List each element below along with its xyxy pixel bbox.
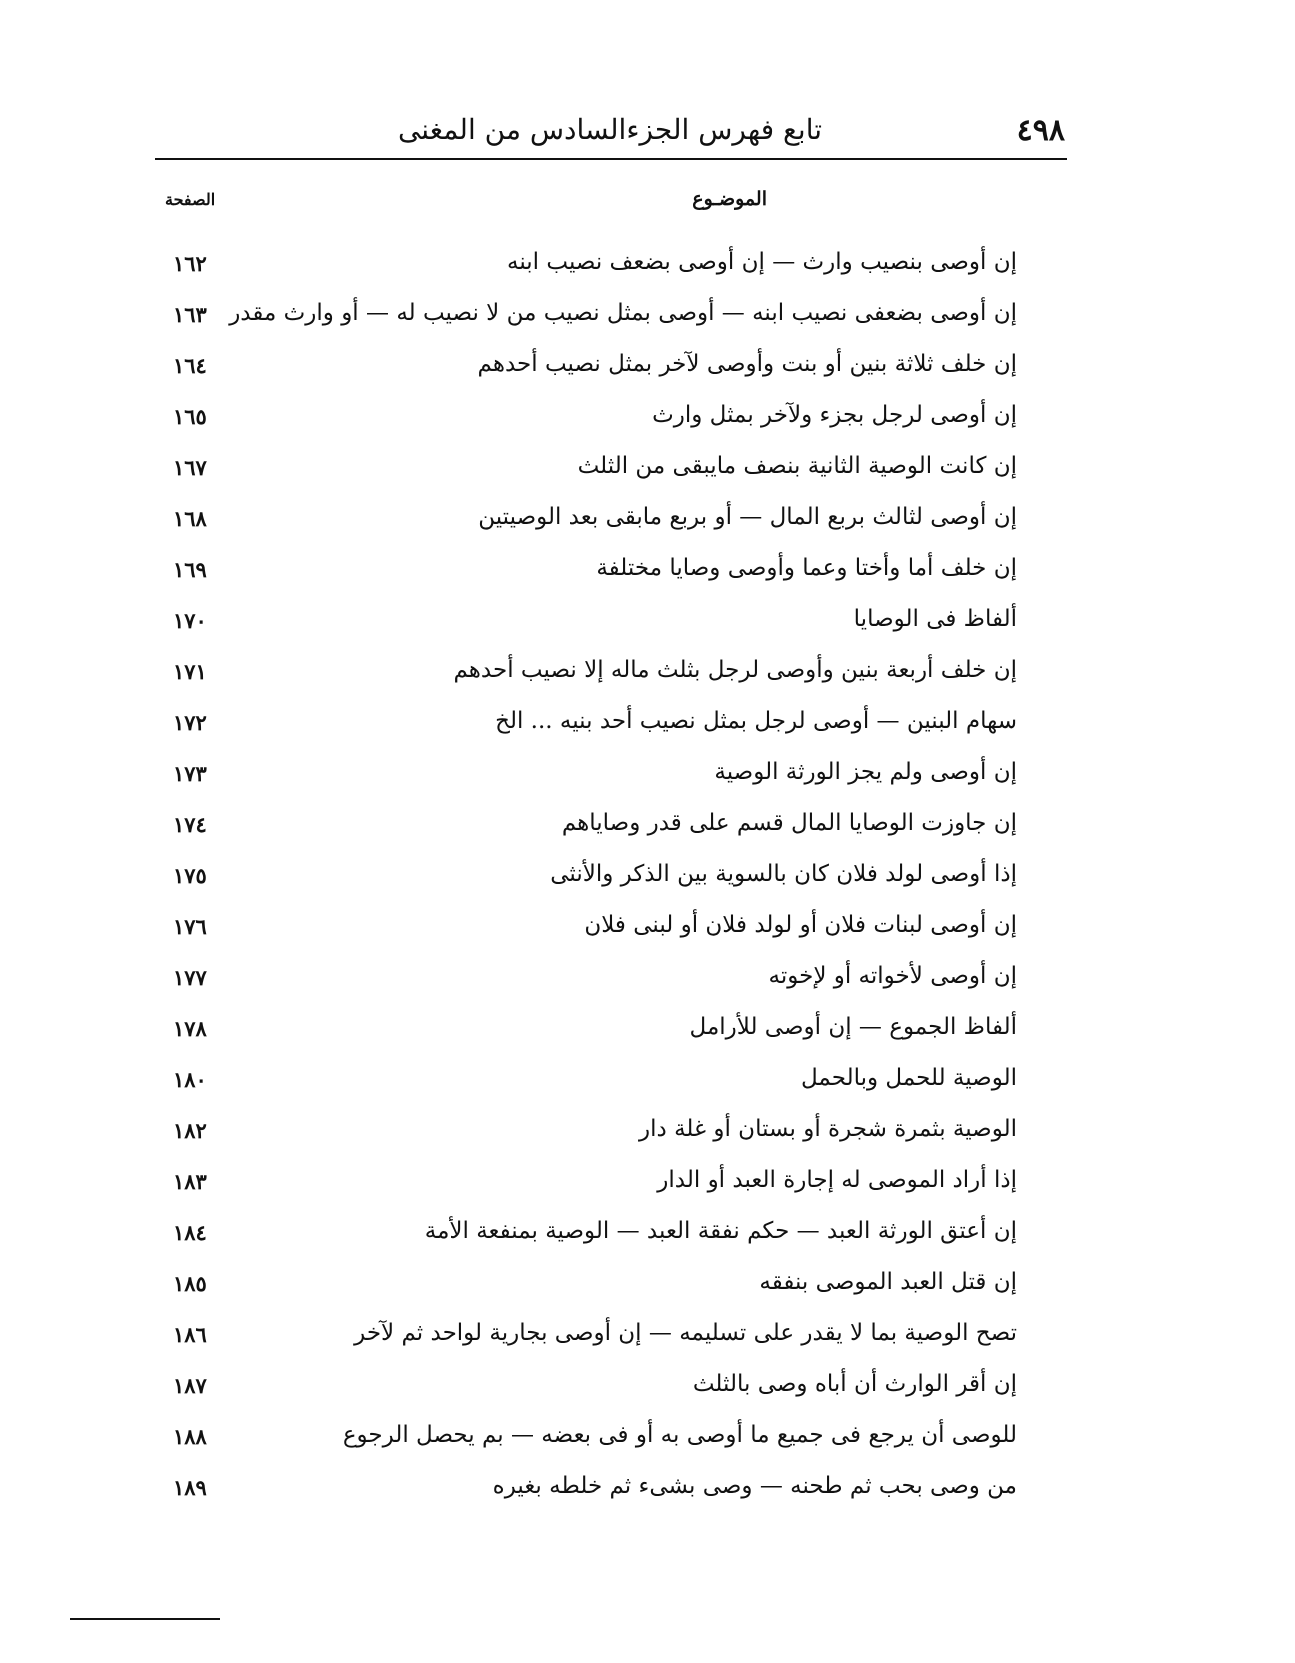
entry-page-number: ١٧٦ bbox=[173, 914, 207, 939]
entry-topic: إن خلف أما وأختا وعما وأوصى وصايا مختلفة bbox=[596, 555, 1017, 581]
index-entry bbox=[155, 1263, 1067, 1314]
header-divider bbox=[155, 158, 1067, 160]
entry-topic: ألفاظ فى الوصايا bbox=[853, 606, 1017, 632]
index-entry bbox=[155, 1110, 1067, 1161]
running-title: تابع فهرس الجزءالسادس من المغنى bbox=[397, 113, 823, 146]
entry-topic: إن خلف أربعة بنين وأوصى لرجل بثلث ماله إلا نصيب أحدهم bbox=[453, 657, 1017, 683]
entry-page-number: ١٨٧ bbox=[173, 1373, 207, 1398]
entry-page-number: ١٨٥ bbox=[173, 1271, 207, 1296]
entry-topic: إن أوصى ولم يجز الورثة الوصية bbox=[714, 759, 1017, 785]
entry-topic: إن أوصى لثالث بربع المال — أو بربع مابقى بعد الوصيتين bbox=[478, 504, 1017, 530]
entry-page-number: ١٨٦ bbox=[173, 1322, 207, 1347]
entry-page-number: ١٦٧ bbox=[173, 455, 207, 480]
entry-topic: إن كانت الوصية الثانية بنصف مايبقى من الثلث bbox=[577, 453, 1017, 479]
entry-topic: من وصى بحب ثم طحنه — وصى بشىء ثم خلطه بغيره bbox=[492, 1473, 1017, 1499]
index-entry bbox=[155, 1314, 1067, 1365]
index-entry bbox=[155, 702, 1067, 753]
entry-topic: سهام البنين — أوصى لرجل بمثل نصيب أحد بنيه ... الخ bbox=[495, 708, 1017, 734]
entry-topic: الوصية للحمل وبالحمل bbox=[801, 1065, 1017, 1091]
entry-topic: ألفاظ الجموع — إن أوصى للأرامل bbox=[689, 1014, 1017, 1040]
index-entry bbox=[155, 804, 1067, 855]
index-entry bbox=[155, 447, 1067, 498]
index-entry bbox=[155, 549, 1067, 600]
entry-page-number: ١٨٤ bbox=[173, 1220, 207, 1245]
index-entry bbox=[155, 1467, 1067, 1518]
index-entry bbox=[155, 1212, 1067, 1263]
entry-topic: إن أوصى لبنات فلان أو لولد فلان أو لبنى فلان bbox=[584, 912, 1017, 938]
running-head bbox=[155, 105, 1065, 155]
index-entry bbox=[155, 243, 1067, 294]
entry-topic: إن أعتق الورثة العبد — حكم نفقة العبد — الوصية بمنفعة الأمة bbox=[424, 1218, 1017, 1244]
entry-topic: إذا أوصى لولد فلان كان بالسوية بين الذكر والأنثى bbox=[550, 861, 1017, 887]
entry-page-number: ١٧١ bbox=[173, 659, 207, 684]
index-entry bbox=[155, 1365, 1067, 1416]
index-entry bbox=[155, 396, 1067, 447]
index-entries bbox=[155, 243, 1067, 1518]
index-entry bbox=[155, 345, 1067, 396]
entry-topic: للوصى أن يرجع فى جميع ما أوصى به أو فى بعضه — بم يحصل الرجوع bbox=[342, 1422, 1017, 1448]
entry-page-number: ١٦٣ bbox=[173, 302, 207, 327]
entry-topic: إن أقر الوارث أن أباه وصى بالثلث bbox=[692, 1371, 1017, 1397]
entry-page-number: ١٨٠ bbox=[173, 1067, 207, 1092]
index-entry bbox=[155, 1059, 1067, 1110]
index-entry bbox=[155, 600, 1067, 651]
entry-topic: إن خلف ثلاثة بنين أو بنت وأوصى لآخر بمثل نصيب أحدهم bbox=[477, 351, 1017, 377]
entry-page-number: ١٨٨ bbox=[173, 1424, 207, 1449]
index-entry bbox=[155, 906, 1067, 957]
topic-column-header: الموضـوع bbox=[692, 188, 767, 210]
footnote-divider bbox=[70, 1618, 220, 1620]
index-entry bbox=[155, 651, 1067, 702]
entry-topic: إن أوصى بنصيب وارث — إن أوصى بضعف نصيب ابنه bbox=[506, 249, 1017, 275]
entry-topic: إن أوصى بضعفى نصيب ابنه — أوصى بمثل نصيب من لا نصيب له — أو وارث مقدر bbox=[229, 300, 1017, 326]
index-entry bbox=[155, 1161, 1067, 1212]
entry-page-number: ١٦٨ bbox=[173, 506, 207, 531]
entry-page-number: ١٨٩ bbox=[173, 1475, 207, 1500]
index-entry bbox=[155, 294, 1067, 345]
entry-page-number: ١٦٤ bbox=[173, 353, 207, 378]
entry-page-number: ١٧٧ bbox=[173, 965, 207, 990]
entry-page-number: ١٧٨ bbox=[173, 1016, 207, 1041]
entry-page-number: ١٧٠ bbox=[173, 608, 207, 633]
entry-page-number: ١٧٣ bbox=[173, 761, 207, 786]
entry-page-number: ١٨٢ bbox=[173, 1118, 207, 1143]
entry-page-number: ١٦٥ bbox=[173, 404, 207, 429]
page-column-header: الصفحة bbox=[165, 190, 216, 209]
entry-page-number: ١٧٢ bbox=[173, 710, 207, 735]
entry-page-number: ١٧٤ bbox=[173, 812, 207, 837]
entry-topic: إن جاوزت الوصايا المال قسم على قدر وصاياهم bbox=[561, 810, 1017, 836]
column-headers bbox=[155, 188, 1067, 218]
index-entry bbox=[155, 957, 1067, 1008]
index-entry bbox=[155, 1008, 1067, 1059]
entry-topic: الوصية بثمرة شجرة أو بستان أو غلة دار bbox=[639, 1116, 1017, 1142]
entry-topic: تصح الوصية بما لا يقدر على تسليمه — إن أوصى بجارية لواحد ثم لآخر bbox=[354, 1320, 1017, 1346]
page-number: ٤٩٨ bbox=[1016, 113, 1065, 148]
index-entry bbox=[155, 1416, 1067, 1467]
index-entry bbox=[155, 498, 1067, 549]
entry-topic: إن أوصى لأخواته أو لإخوته bbox=[768, 963, 1017, 989]
entry-topic: إن أوصى لرجل بجزء ولآخر بمثل وارث bbox=[652, 402, 1017, 428]
entry-topic: إذا أراد الموصى له إجارة العبد أو الدار bbox=[657, 1167, 1017, 1193]
index-entry bbox=[155, 855, 1067, 906]
entry-page-number: ١٦٢ bbox=[173, 251, 207, 276]
entry-topic: إن قتل العبد الموصى بنفقه bbox=[759, 1269, 1017, 1295]
entry-page-number: ١٨٣ bbox=[173, 1169, 207, 1194]
entry-page-number: ١٦٩ bbox=[173, 557, 207, 582]
entry-page-number: ١٧٥ bbox=[173, 863, 207, 888]
index-entry bbox=[155, 753, 1067, 804]
